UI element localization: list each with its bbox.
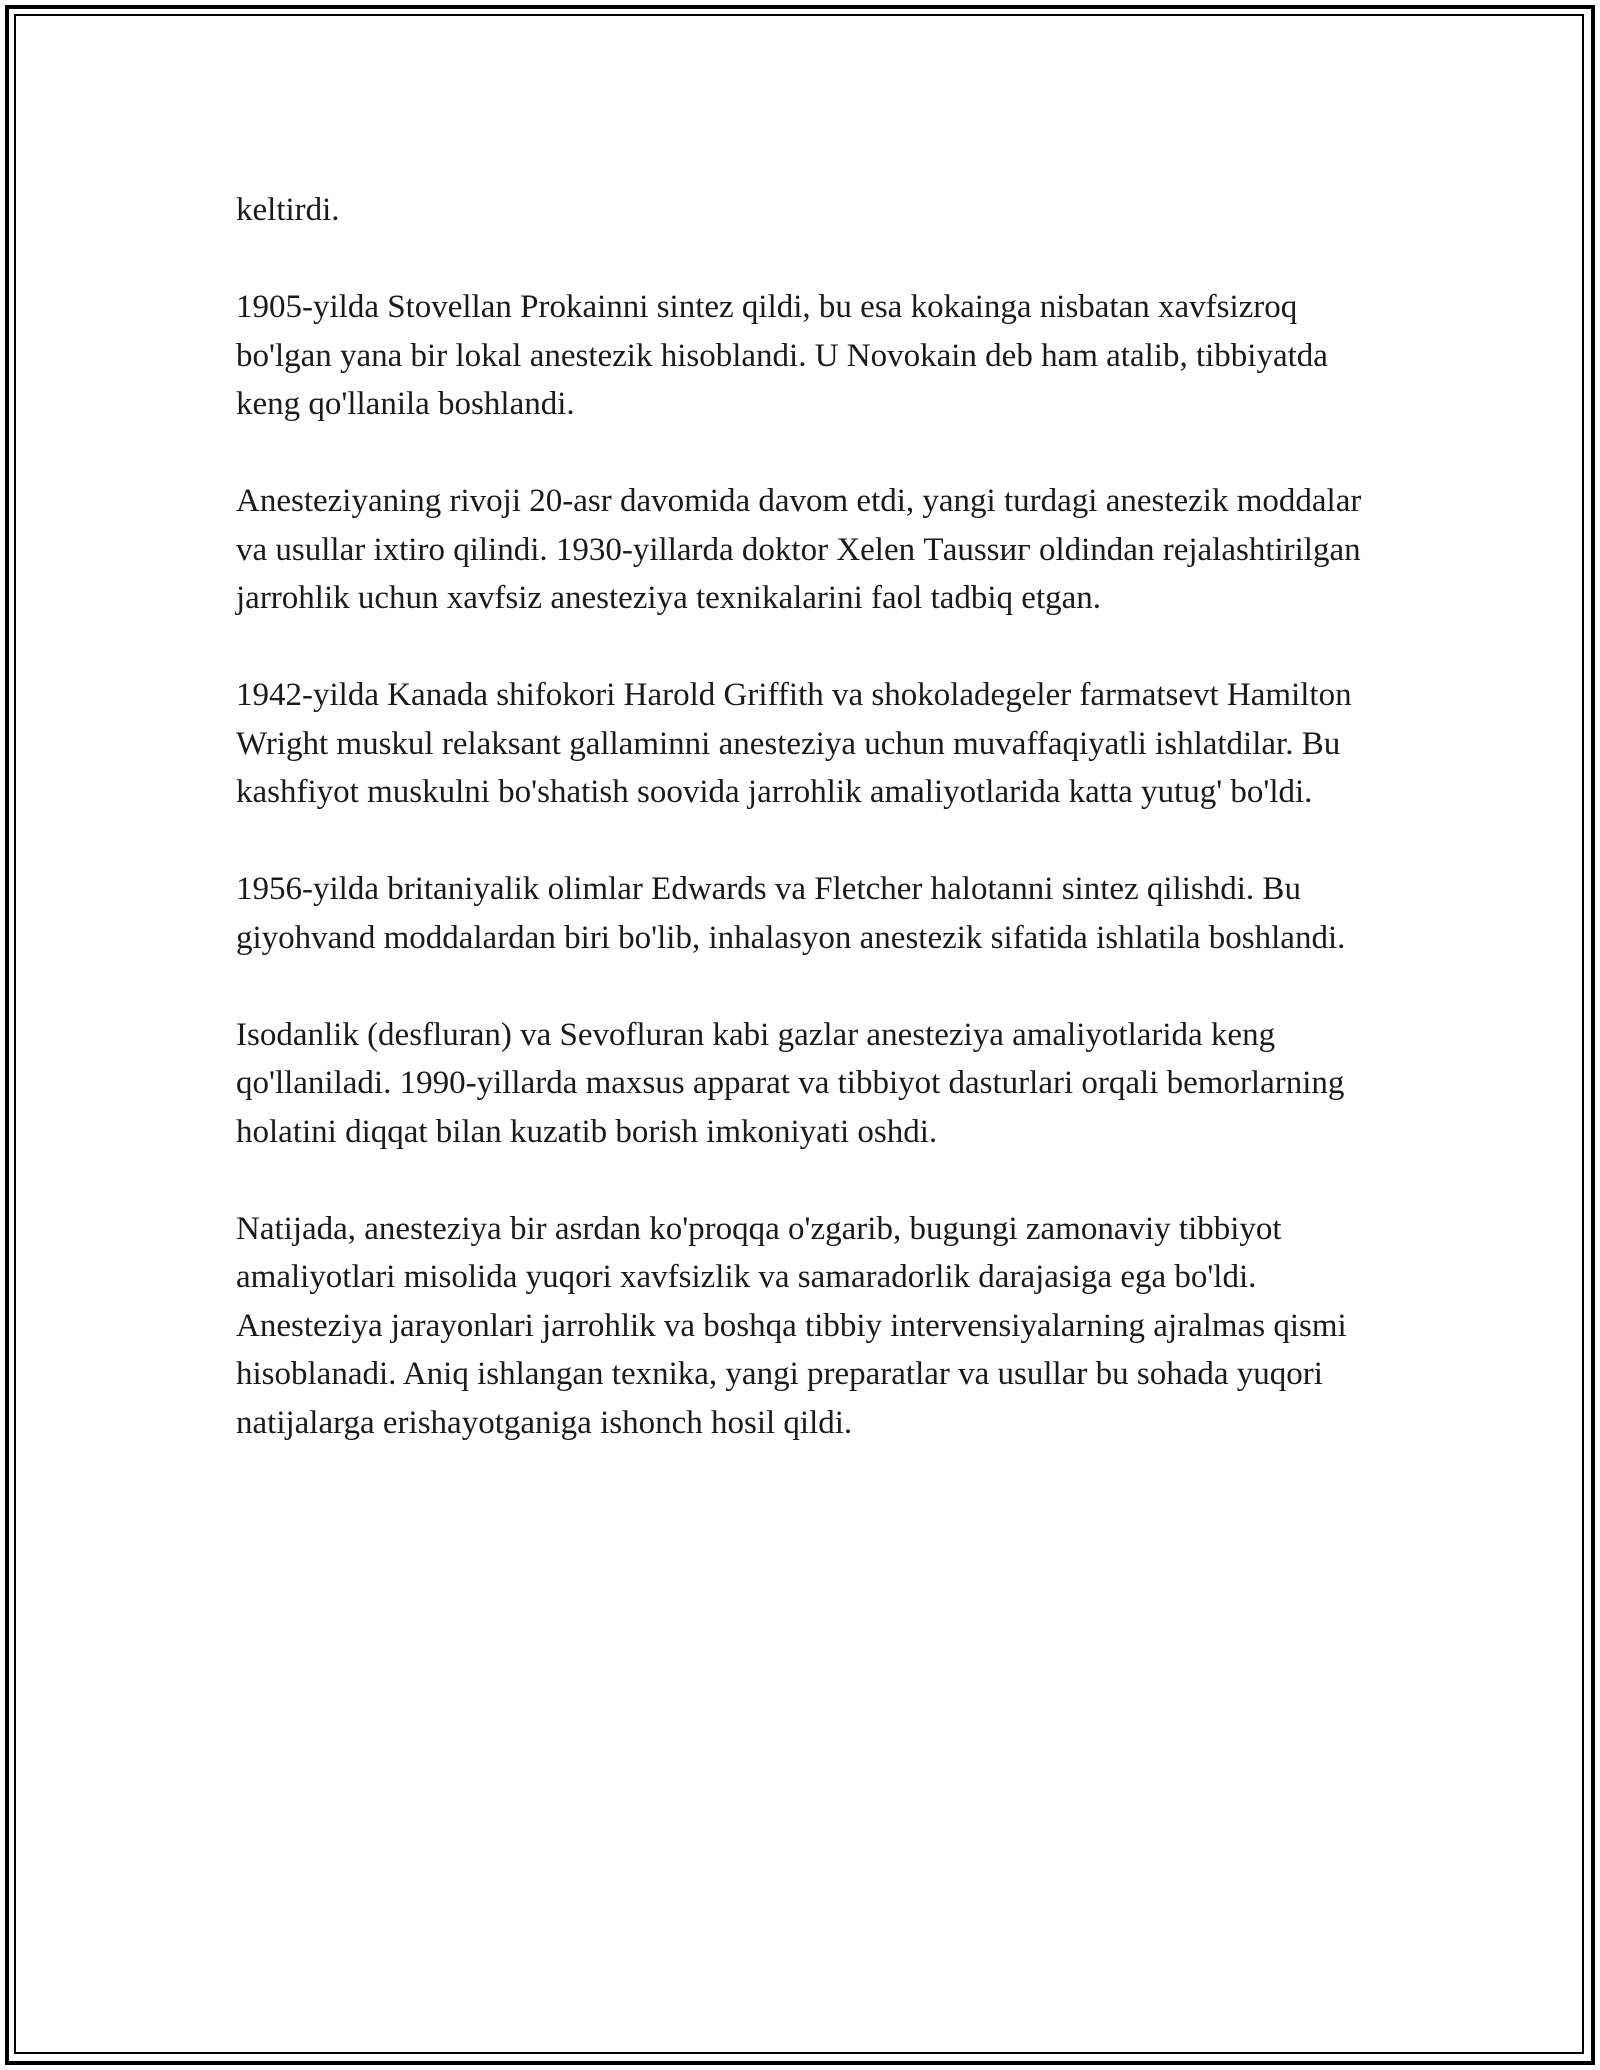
paragraph-1942-curare: 1942-yilda Kanada shifokori Harold Griffith va shokoladegeler farmatsevt Hamilton Wright muskul relaksant gallaminni anesteziya uchun muvaffaqiyatli ishlatdilar. Bu kashfiyot muskulni bo'shatish soovida jarrohlik amaliyotlarida katta yutug' bo'ldi. bbox=[236, 677, 1352, 810]
paragraph-20th-century: Anesteziyaning rivoji 20-asr davomida davom etdi, yangi turdagi anestezik moddalar va usullar ixtiro qilindi. 1930-yillarda doktor Xelen Таussиг oldindan rejalashtirilgan jarrohlik uchun xavfsiz anesteziya texnikalarini faol tadbiq etgan. bbox=[236, 483, 1362, 616]
paragraph-continuation: keltirdi. bbox=[236, 192, 340, 228]
paragraph-conclusion: Natijada, anesteziya bir asrdan ko'proqqa o'zgarib, bugungi zamonaviy tibbiyot amaliyotlari misolida yuqori xavfsizlik va samaradorlik darajasiga ega bo'ldi. Anesteziya jarayonlari jarrohlik va boshqa tibbiy intervensiyalarning ajralmas qismi hisoblanadi. Aniq ishlangan texnika, yangi preparatlar va usullar bu sohada yuqori natijalarga erishayotganiga ishonch hosil qildi. bbox=[236, 1210, 1347, 1441]
paragraph-1956-halothane: 1956-yilda britaniyalik olimlar Edwards va Fletcher halotanni sintez qilishdi. Bu giyohvand moddalardan biri bo'lib, inhalasyon anestezik sifatida ishlatila boshlandi. bbox=[236, 871, 1346, 956]
paragraph-modern-gases: Isodanlik (desfluran) va Sevofluran kabi gazlar anesteziya amaliyotlarida keng qo'llaniladi. 1990-yillarda maxsus apparat va tibbiyot dasturlari orqali bemorlarning holatini diqqat bilan kuzatib borish imkoniyati oshdi. bbox=[236, 1016, 1345, 1150]
document-body bbox=[236, 186, 1376, 1496]
paragraph-1905-procaine: 1905-yilda Stovellan Prokainni sintez qildi, bu esa kokainga nisbatan xavfsizroq bo'lgan yana bir lokal anestezik hisoblandi. U Novokain deb ham atalib, tibbiyatda keng qo'llanila boshlandi. bbox=[236, 289, 1328, 422]
